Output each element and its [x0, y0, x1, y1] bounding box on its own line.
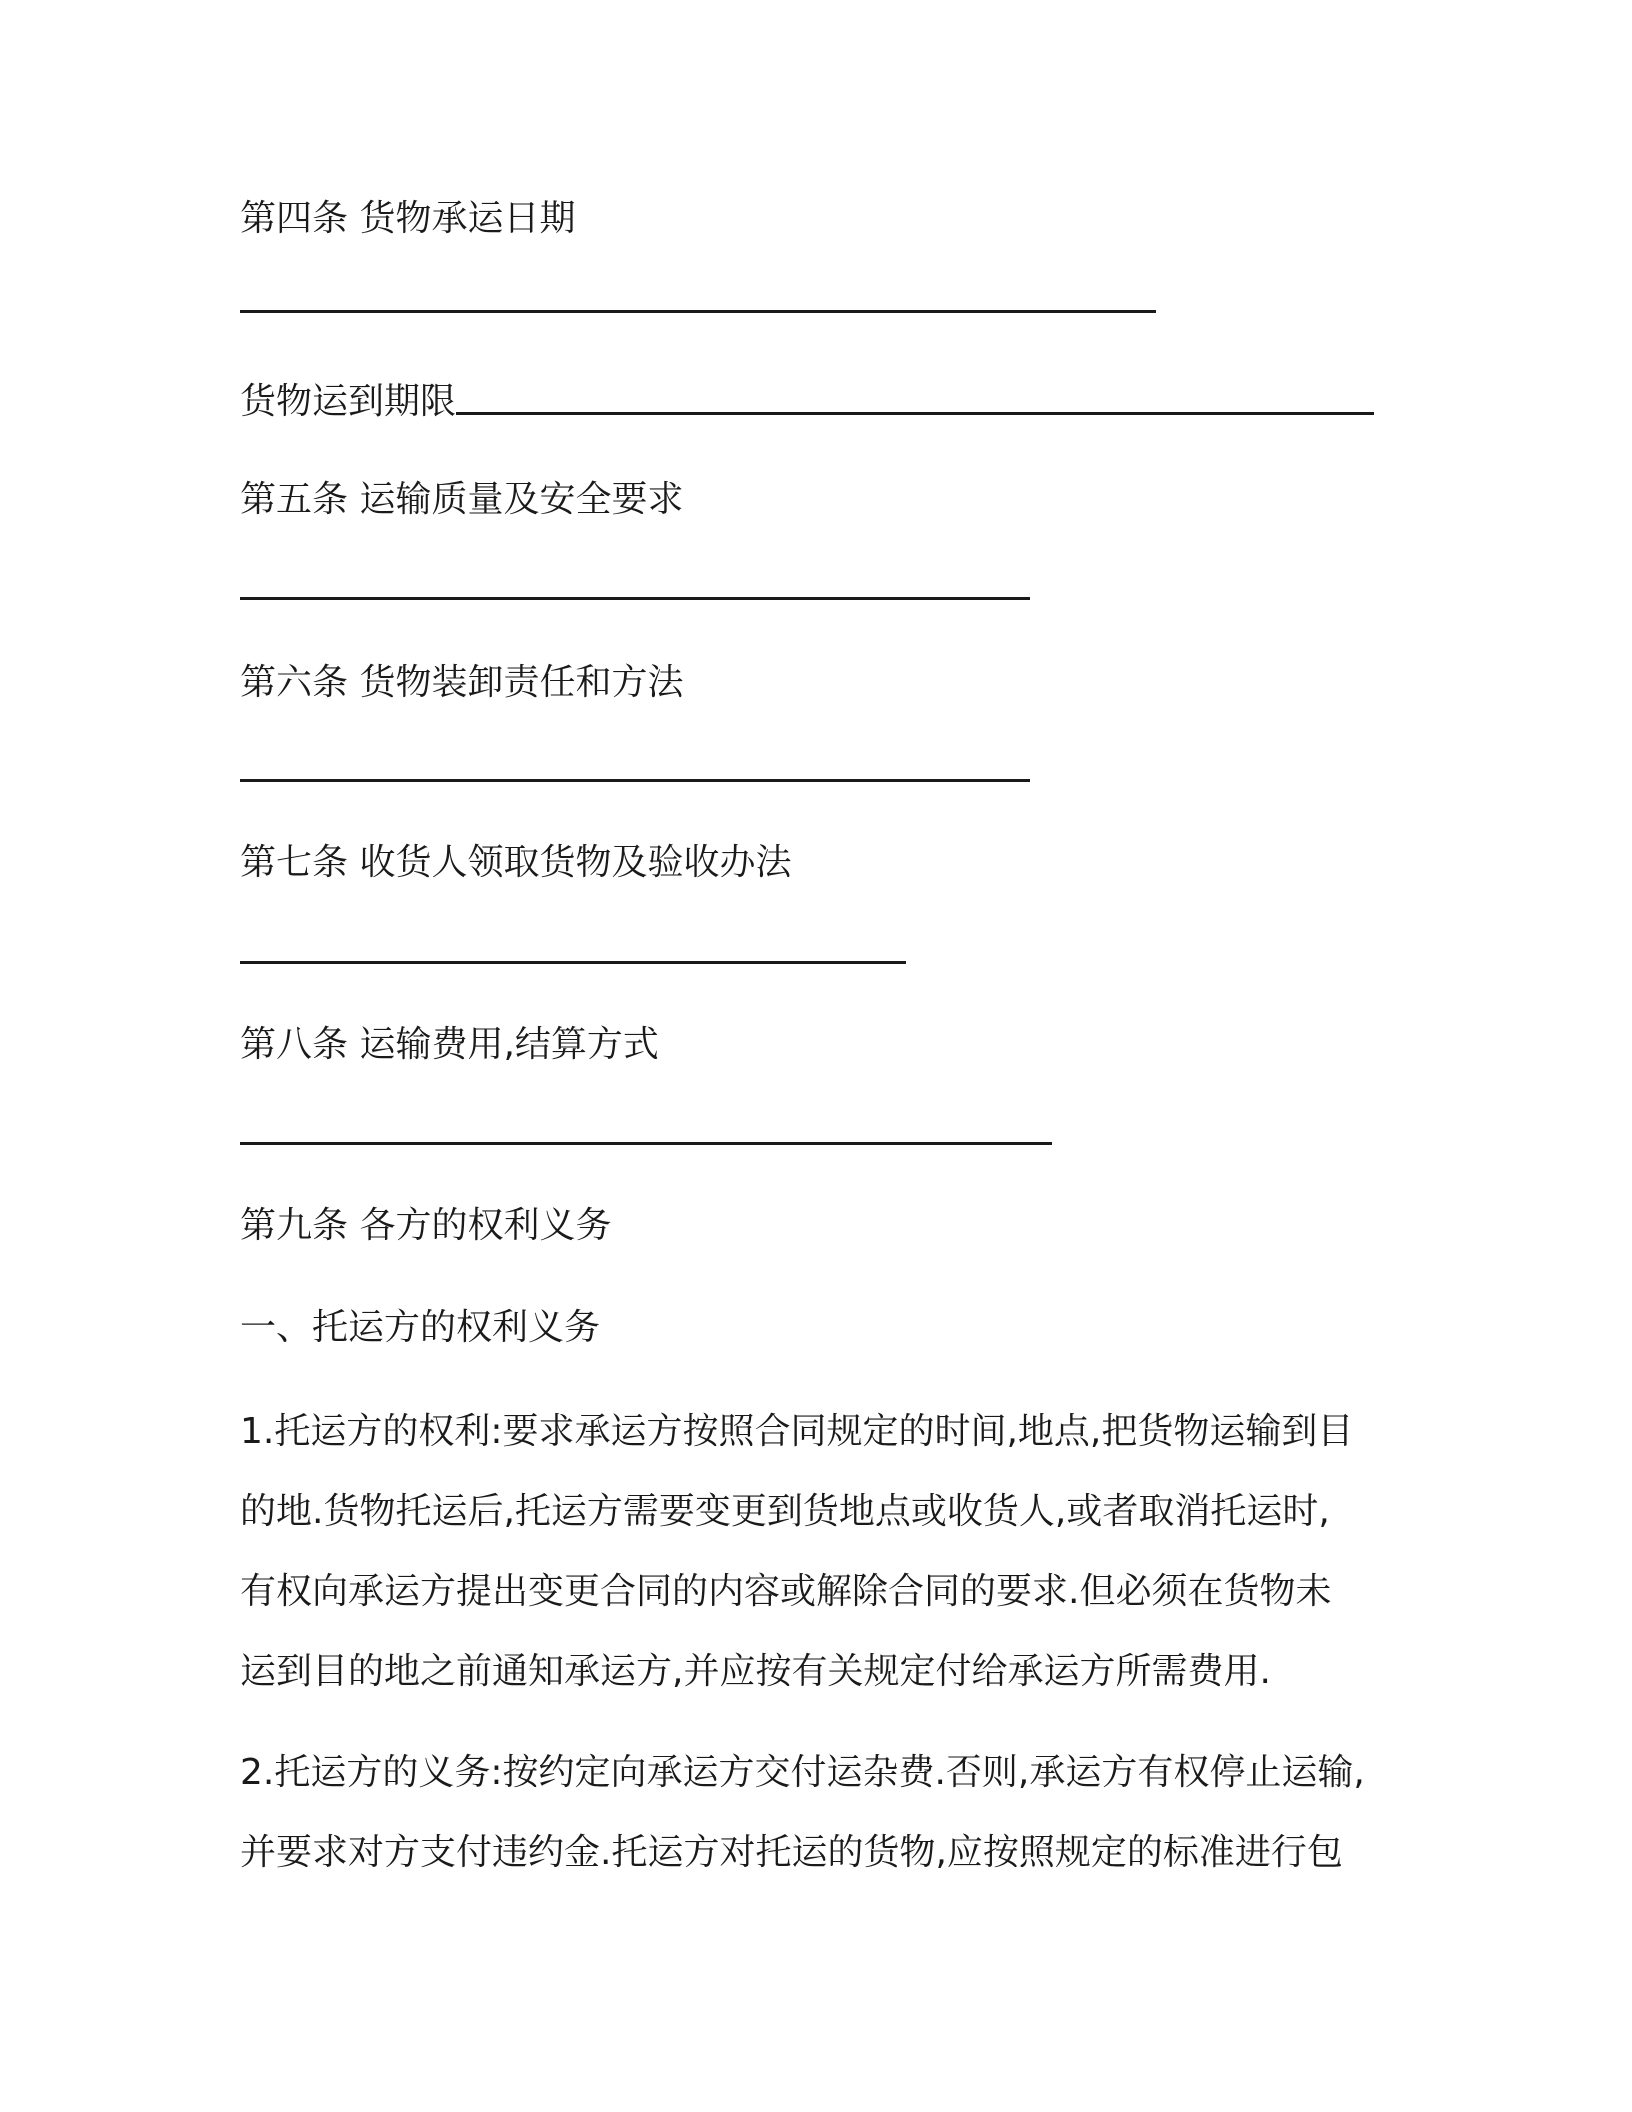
article-8-title: 第八条 运输费用,结算方式: [240, 1024, 659, 1065]
article-4-deadline-label: 货物运到期限: [240, 381, 457, 422]
article-4-deadline-blank[interactable]: [456, 412, 1374, 415]
article-6-title: 第六条 货物装卸责任和方法: [240, 662, 684, 703]
paragraph-1-line: 运到目的地之前通知承运方,并应按有关规定付给承运方所需费用.: [240, 1651, 1271, 1692]
paragraph-1-line: 的地.货物托运后,托运方需要变更到货地点或收货人,或者取消托运时,: [240, 1491, 1330, 1532]
article-8-blank[interactable]: [240, 1142, 1052, 1145]
paragraph-2-line: 并要求对方支付违约金.托运方对托运的货物,应按照规定的标准进行包: [240, 1832, 1343, 1873]
section-1-heading: 一、托运方的权利义务: [240, 1307, 601, 1348]
article-6-blank[interactable]: [240, 779, 1030, 782]
article-5-blank[interactable]: [240, 597, 1030, 600]
paragraph-1-line: 有权向承运方提出变更合同的内容或解除合同的要求.但必须在货物未: [240, 1571, 1332, 1612]
article-5-title: 第五条 运输质量及安全要求: [240, 479, 684, 520]
article-4-date-blank[interactable]: [240, 310, 1156, 313]
article-7-blank[interactable]: [240, 961, 906, 964]
article-7-title: 第七条 收货人领取货物及验收办法: [240, 842, 792, 883]
article-4-title: 第四条 货物承运日期: [240, 198, 576, 239]
article-4-deadline-line: [240, 380, 1374, 424]
paragraph-1-line: 1.托运方的权利:要求承运方按照合同规定的时间,地点,把货物运输到目: [240, 1411, 1354, 1452]
paragraph-2-line: 2.托运方的义务:按约定向承运方交付运杂费.否则,承运方有权停止运输,: [240, 1752, 1365, 1793]
article-9-title: 第九条 各方的权利义务: [240, 1205, 612, 1246]
